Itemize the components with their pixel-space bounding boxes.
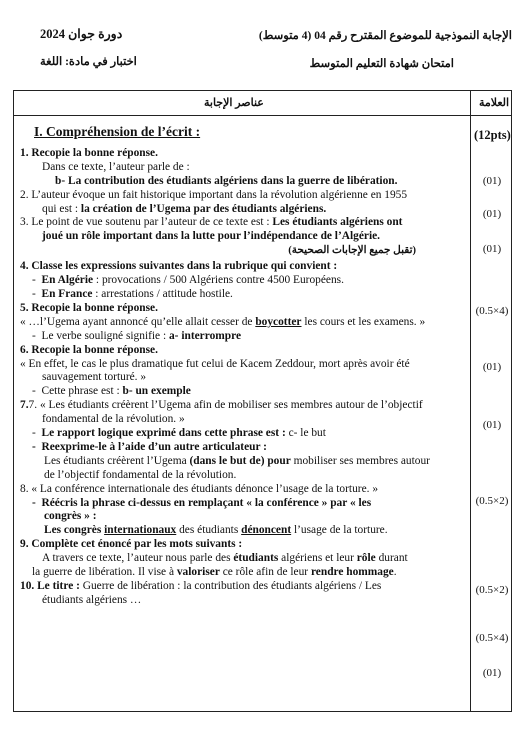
q9-score: (0.5×4) (475, 632, 509, 644)
q9-line1 (20, 552, 466, 566)
q5-answer-line: - Le verbe souligné signifie : a- interrompre (32, 329, 241, 342)
q10-text: Guerre de libération : la contribution des étudiants algériens / Les (79, 580, 382, 592)
q1-score: (01) (482, 175, 502, 187)
header-sub-right: امتحان شهادة التعليم المتوسط (309, 58, 454, 70)
q1-title: 1. Recopie la bonne réponse. (20, 146, 158, 159)
q2-prefix: qui est : (42, 202, 81, 215)
q9-l2-b: valoriser (176, 566, 220, 579)
q7-b-post: mobiliser ses membres autour (290, 454, 430, 467)
q4-score: (0.5×4) (475, 305, 509, 317)
q8-ans-u1: internationaux (104, 524, 177, 537)
q4-title: 4. Classe les expressions suivantes dans la rubrique qui convient : (20, 260, 338, 273)
q8-line1: 8. « La conférence internationale des étudiants dénonce l’usage de la torture. » (20, 482, 379, 495)
header-top-right: الإجابة النموذجية للموضوع المقترح رقم 04 (4 متوسط) (258, 30, 512, 42)
answer-content (20, 119, 466, 608)
q7-b-answer-line2: de l’objectif fondamental de la révolution. (44, 468, 237, 481)
q8-ans-pre: Les congrès (44, 524, 105, 537)
q9-title: 9. Complète cet énoncé par les mots suivants : (20, 538, 243, 551)
q8-instruction: - Réécris la phrase ci-dessus en remplaçant « la conférence » par « les (32, 496, 372, 509)
q8-instr1: Réécris la phrase ci-dessus en remplaçant « la conférence » par « les (41, 496, 372, 509)
q7-b-bold: (dans le but de) pour (189, 454, 291, 467)
q9-line2 (20, 566, 466, 580)
q2-line2 (20, 203, 466, 217)
q3-line2: joué un rôle important dans la lutte pour l’indépendance de l’Algérie. (42, 230, 381, 243)
q2-line1: 2. L’auteur évoque un fait historique important dans la révolution algérienne en 1955 (20, 188, 408, 201)
q6-answer: b- un exemple (122, 385, 191, 398)
q5-quote-pre: « …l’Ugema ayant annoncé qu’elle allait cesser de (20, 315, 256, 328)
header-top-left: دورة جوان 2024 (40, 27, 123, 41)
q7-b-pre: Les étudiants créèrent l’Ugema (44, 454, 190, 467)
q5-quote-post: les cours et les examens. » (301, 315, 426, 328)
q6-line2: sauvagement torturé. » (42, 371, 147, 384)
q7-b-line: - Reexprime-le à l’aide d’un autre articulateur : (32, 440, 267, 453)
q9-l2-e: . (393, 566, 397, 579)
q6-line1: « En effet, le cas le plus dramatique fut celui de Kacem Zeddour, mort après avoir été (20, 357, 410, 370)
q9-l1-a: A travers ce texte, l’auteur nous parle des (42, 552, 234, 565)
q4-item1-text: : provocations / 500 Algériens contre 4500 Européens. (93, 274, 344, 287)
q10-line2: étudiants algériens … (42, 593, 142, 606)
q7-a-line: - Le rapport logique exprimé dans cette phrase est : c- le but (32, 427, 326, 440)
q7-a-answer: c- le but (285, 427, 326, 440)
q3-note: (تقبل جميع الإجابات الصحيحة) (288, 245, 416, 257)
q5-answer-pre: Le verbe souligné signifie : (41, 329, 169, 342)
q6-score: (01) (482, 419, 502, 431)
q3-answer: Les étudiants algériens ont (272, 216, 403, 229)
q7-text: 7. « Les étudiants créèrent l’Ugema afin de mobiliser ses membres autour de l’objectif (28, 399, 423, 412)
q5-title: 5. Recopie la bonne réponse. (20, 301, 158, 314)
q9-l1-c: algériens et leur (278, 552, 357, 565)
q3-score: (01) (482, 243, 502, 255)
q8-answer (20, 524, 466, 538)
q9-l1-b: étudiants (233, 552, 279, 565)
q9-l1-d: rôle (356, 552, 376, 565)
q5-quote-word: boycotter (255, 315, 302, 328)
q7-b-label: Reexprime-le à l’aide d’un autre articulateur : (41, 440, 267, 453)
q5-score: (01) (482, 361, 502, 373)
q10-score: (01) (482, 667, 502, 679)
q8-ans-u2: dénoncent (241, 524, 292, 537)
q7-b-answer (20, 455, 466, 469)
q7-line2: fondamental de la révolution. » (42, 413, 185, 426)
q8-ans-mid: des étudiants (176, 524, 242, 537)
q4-item1-label: En Algérie (41, 274, 94, 287)
q3-prefix: 3. Le point de vue soutenu par l’auteur de ce texte est : (20, 216, 273, 229)
q6-answer-line: - Cette phrase est : b- un exemple (32, 385, 191, 398)
q6-title: 6. Recopie la bonne réponse. (20, 343, 158, 356)
column-header-score: العلامة (479, 97, 510, 109)
section-score: (12pts) (474, 128, 511, 142)
section-title: I. Compréhension de l’écrit : (34, 124, 201, 139)
q8-instruction-line2: congrès » : (44, 510, 97, 523)
q7-a-label: Le rapport logique exprimé dans cette phrase est : (41, 427, 286, 440)
q10-line1 (20, 580, 466, 594)
q4-item-france: - En France : arrestations / attitude hostile. (32, 287, 233, 300)
q3-line1 (20, 216, 466, 230)
q7-line1: 7.7. « Les étudiants créèrent l’Ugema afin de mobiliser ses membres autour de l’objectif (20, 399, 423, 412)
q2-answer: la création de l’Ugema par des étudiants algériens. (80, 202, 327, 215)
q1-answer: b- La contribution des étudiants algériens dans la guerre de libération. (55, 174, 398, 187)
q1-prompt: Dans ce texte, l’auteur parle de : (42, 160, 190, 173)
q4-item2-text: : arrestations / attitude hostile. (92, 287, 233, 300)
q2-score: (01) (482, 208, 502, 220)
q9-l2-d: rendre hommage (310, 566, 394, 579)
q6-answer-pre: Cette phrase est : (41, 385, 123, 398)
q8-ans-post: l’usage de la torture. (291, 524, 388, 537)
q10-label: 10. Le titre : (20, 580, 80, 592)
header-sub-left: اختبار في مادة: اللغة (40, 56, 137, 68)
q9-l2-a: la guerre de libération. Il vise à (32, 566, 177, 579)
q8-score: (0.5×2) (475, 584, 509, 596)
q4-item-algeria: - En Algérie : provocations / 500 Algériens contre 4500 Européens. (32, 274, 344, 287)
column-header-answer: عناصر الإجابة (204, 97, 264, 109)
answer-table (13, 90, 512, 712)
q5-answer: a- interrompre (168, 329, 241, 342)
q5-quote (20, 316, 466, 330)
q9-l1-e: durant (375, 552, 408, 565)
header-row-divider (14, 115, 511, 116)
q7-score: (0.5×2) (475, 495, 509, 507)
q9-l2-c: ce rôle afin de leur (219, 566, 311, 579)
q4-item2-label: En France (41, 287, 93, 300)
column-divider (470, 91, 471, 711)
